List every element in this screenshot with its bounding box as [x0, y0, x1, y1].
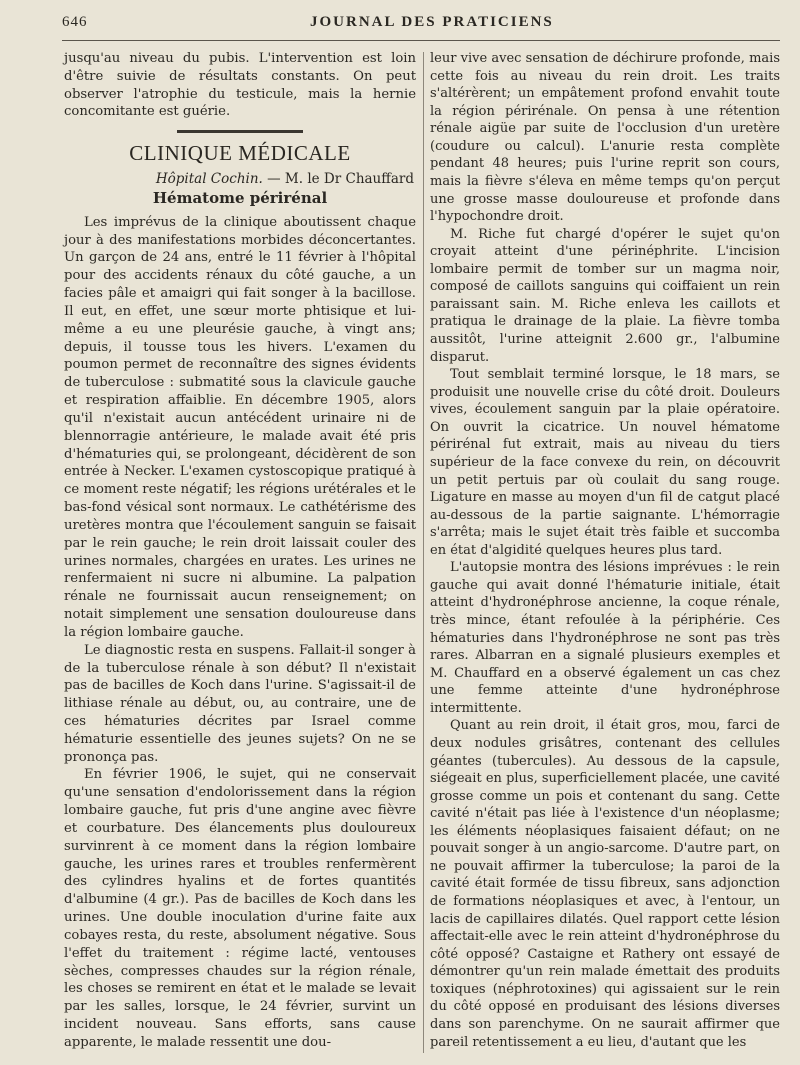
- case-title: Hématome périrénal: [152, 188, 328, 207]
- section-title: CLINIQUE MÉDICALE: [129, 141, 351, 166]
- intro-paragraph: jusqu'au niveau du pubis. L'intervention est loin d'être suivie de résultats constants. On peut observer l'atrophie du testicule, mais la hernie concomitante est guérie.: [64, 51, 416, 120]
- left-column: [64, 50, 416, 1052]
- body-paragraph: Quant au rein droit, il était gros, mou, farci de deux nodules grisâtres, contenant des cellules géantes (tubercules). Au dessous de la capsule, siégeait en plus, superficiellement placée, une cavité grosse comme un pois et contenant du sang. Cette cavité n'était pas liée à l'existence d'un néoplasme; les éléments néoplasiques faisaient défaut; on ne pouvait songer à un angio-sarcome. D'autre part, on ne pouvait affirmer la tuberculose; la paroi de la cavité était formée de tissu fibreux, sans adjonction de formations néoplasiques et avec, à l'entour, un lacis de capillaires dilatés. Quel rapport cette lésion affectait-elle avec le rein atteint d'hydronéphrose du côté opposé? Castaigne et Rathery ont essayé de démontrer qu'un rein malade émettait des produits toxiques (néphrotoxines) qui agissaient sur le rein du côté opposé en produisant des lésions diverses dans son parenchyme. On ne saurait affirmer que pareil retentissement a eu lieu, d'autant que les: [430, 718, 780, 1050]
- body-paragraph: Les imprévus de la clinique aboutissent chaque jour à des manifestations morbides déconcertantes. Un garçon de 24 ans, entré le 11 février à l'hôpital pour des accidents rénaux du côté gauche, a un facies pâle et amaigri qui fait songer à la bacillose. Il eut, en effet, une sœur morte phtisique et lui-même a eu une pleurésie gauche, à vingt ans; depuis, il tousse tous les hivers. L'examen du poumon permet de reconnaître des signes évidents de tuberculose : submatité sous la clavicule gauche et respiration affaiblie. En décembre 1905, alors qu'il n'existait aucun antécédent urinaire ni de blennorragie antérieure, le malade avait été pris d'hématuries qui, se prolongeant, décidèrent de son entrée à Necker. L'examen cystoscopique pratiqué à ce moment reste négatif; les régions urétérales et le bas-fond vésical sont normaux. Le cathétérisme des uretères montra que l'écoulement sanguin se faisait par le rein gauche; le rein droit laissait couler des urines normales, chargées en urates. Les urines ne renfermaient ni sucre ni albumine. La palpation rénale ne fournissait aucun renseignement; on notait simplement une sensation douloureuse dans la région lombaire gauche.: [64, 214, 416, 640]
- source-author: — M. le Dr Chauffard: [267, 171, 414, 188]
- right-column: [430, 50, 780, 1051]
- header-rule: [62, 40, 780, 41]
- body-paragraph: L'autopsie montra des lésions imprévues : le rein gauche qui avait donné l'hématurie initiale, était atteint d'hydronéphrose ancienne, la coque rénale, très mince, étant refoulée à la périphérie. Ces hématuries dans l'hydronéphrose ne sont pas très rares. Albarran en a signalé plusieurs exemples et M. Chauffard en a observé également un cas chez une femme atteinte d'une hydronéphrose intermittente.: [430, 560, 780, 716]
- column-divider: [423, 52, 424, 1053]
- body-paragraph: Le diagnostic resta en suspens. Fallait-il songer à de la tuberculose rénale à son début? Il n'existait pas de bacilles de Koch dans l'urine. S'agissait-il de lithiase rénale au début, ou, au contraire, une de ces hématuries décrites par Israel comme hématurie essentielle des jeunes sujets? On ne se prononça pas.: [64, 642, 416, 765]
- section-separator: [177, 130, 303, 133]
- body-paragraph: M. Riche fut chargé d'opérer le sujet qu'on croyait atteint d'une périnéphrite. L'incision lombaire permit de tomber sur un magma noir, composé de caillots sanguins qui coiffaient un rein paraissant sain. M. Riche enleva les caillots et pratiqua le drainage de la plaie. La fièvre tomba aussitôt, l'urine atteignit 2.600 gr., l'albumine disparut.: [430, 226, 780, 365]
- source-hospital: Hôpital Cochin.: [155, 171, 263, 188]
- article-source: [64, 171, 414, 189]
- body-paragraph: Tout semblait terminé lorsque, le 18 mars, se produisit une nouvelle crise du côté droit. Douleurs vives, écoulement sanguin par la plaie opératoire. On ouvrit la cicatrice. Un nouvel hématome périrénal fut extrait, mais au niveau du tiers supérieur de la face convexe du rein, on découvrit un petit pertuis par où coulait du sang rouge. Ligature en masse au moyen d'un fil de catgut placé au-dessous de la partie saignante. L'hémorragie s'arrêta; mais le sujet était très faible et succomba en état d'algidité quelques heures plus tard.: [430, 367, 780, 558]
- journal-title: JOURNAL DES PRATICIENS: [310, 14, 554, 30]
- body-paragraph: leur vive avec sensation de déchirure profonde, mais cette fois au niveau du rein droit. Les traits s'altérèrent; un empâtement profond envahit toute la région périrénale. On pensa à une rétention rénale aigüe par suite de l'occlusion d'un uretère (coudure ou calcul). L'anurie resta complète pendant 48 heures; puis l'urine reprit son cours, mais la fièvre s'éleva en même temps qu'on perçut une grosse masse douloureuse et profonde dans l'hypochondre droit.: [430, 51, 780, 225]
- page-number: 646: [62, 14, 88, 30]
- body-paragraph: En février 1906, le sujet, qui ne conservait qu'une sensation d'endolorissement dans la région lombaire gauche, fut pris d'une angine avec fièvre et courbature. Des élancements plus douloureux survinrent à ce moment dans la région lombaire gauche, les urines rares et troubles renfermèrent des cylindres hyalins et de fortes quantités d'albumine (4 gr.). Pas de bacilles de Koch dans les urines. Une double inoculation d'urine faite aux cobayes resta, du reste, absolument négative. Sous l'effet du traitement : régime lacté, ventouses sèches, compresses chaudes sur la région rénale, les choses se remirent en état et le malade se levait par les salles, lorsque, le 24 février, survint un incident nouveau. Sans efforts, sans cause apparente, le malade ressentit une dou-: [64, 767, 416, 1050]
- page-header: [62, 14, 780, 38]
